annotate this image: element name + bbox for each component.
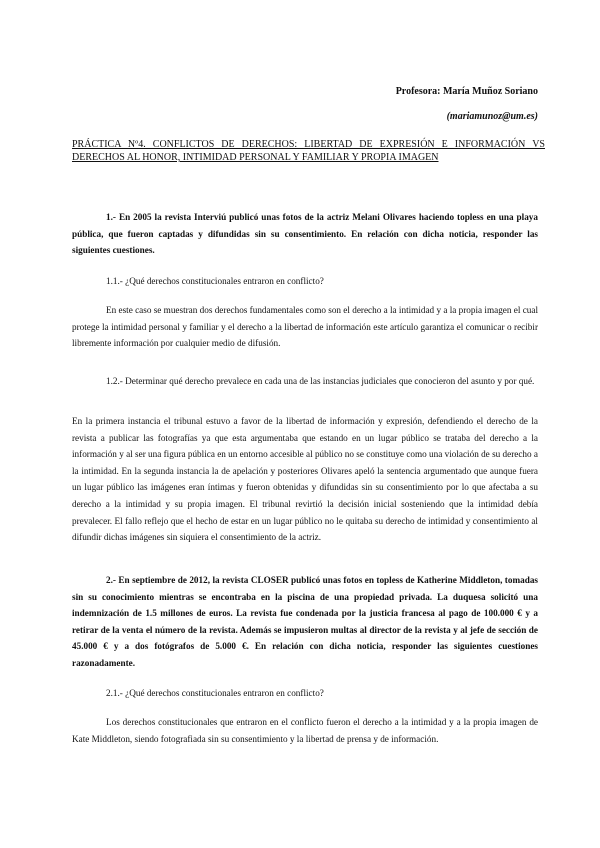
case1-question-2: 1.2.- Determinar qué derecho prevalece en cada una de las instancias judiciales que conocieron del asunto y por qué. bbox=[106, 376, 535, 386]
case1-question-1: 1.1.- ¿Qué derechos constitucionales entraron en conflicto? bbox=[106, 276, 324, 286]
case2-answer-1: Los derechos constitucionales que entraron en el conflicto fueron el derecho a la intimidad y a la propia imagen de Kate Middleton, siendo fotografiada sin su consentimiento y la libertad de prensa y de información. bbox=[72, 717, 538, 744]
case1-statement: 1.- En 2005 la revista Interviú publicó unas fotos de la actriz Melani Olivares haciendo topless en una playa pública, que fueron captadas y difundidas sin su consentimiento. En relación con dicha noticia, responder las siguientes cuestiones. bbox=[72, 212, 538, 256]
case1-answer-2: En la primera instancia el tribunal estuvo a favor de la libertad de información y expresión, defendiendo el derecho de la revista a publicar las fotografías ya que esta argumentaba que estando en un lugar público se trataba del derecho a la información y al ser una figura pública en un entorno accesible al público no se constituye como una violación de su derecho a la intimidad. En la segunda instancia la de apelación y posteriores Olivares apeló la sentencia argumentado que aunque fuera un lugar público las imágenes eran íntimas y fueron obtenidas y difundidas sin su consentimiento por lo que afectaba a su derecho a la intimidad y su propia imagen. El tribunal revirtió la decisión inicial sosteniendo que la intimidad debía prevalecer. El fallo reflejo que el hecho de estar en un lugar público no le quitaba su derecho de intimidad y consentimiento al difundir dichas imágenes sin siquiera el consentimiento de la actriz. bbox=[72, 416, 538, 543]
professor-email: (mariamunoz@um.es) bbox=[446, 111, 538, 122]
case1-answer-1: En este caso se muestran dos derechos fundamentales como son el derecho a la intimidad y a la propia imagen el cual protege la intimidad personal y familiar y el derecho a la libertad de información este artículo garantiza el comunicar o recibir libremente información por cualquier medio de difusión. bbox=[72, 305, 538, 349]
professor-name: Profesora: María Muñoz Soriano bbox=[395, 86, 538, 97]
practice-title: PRÁCTICA Nº4. CONFLICTOS DE DERECHOS: LIBERTAD DE EXPRESIÓN E INFORMACIÓN VS DERECHOS AL HONOR, INTIMIDAD PERSONAL Y FAMILIAR Y PROPIA IMAGEN bbox=[72, 139, 545, 163]
case2-question-1: 2.1.- ¿Qué derechos constitucionales entraron en conflicto? bbox=[106, 688, 324, 698]
case2-statement: 2.- En septiembre de 2012, la revista CLOSER publicó unas fotos en topless de Katherine Middleton, tomadas sin su conocimiento mientras se encontraba en la piscina de una propiedad privada. La duquesa solicitó una indemnización de 1.5 millones de euros. La revista fue condenada por la justicia francesa al pago de 100.000 € y a retirar de la venta el número de la revista. Además se impusieron multas al director de la revista y al jefe de sección de 45.000 € y a dos fotógrafos de 5.000 €. En relación con dicha noticia, responder las siguientes cuestiones razonadamente. bbox=[72, 575, 538, 668]
